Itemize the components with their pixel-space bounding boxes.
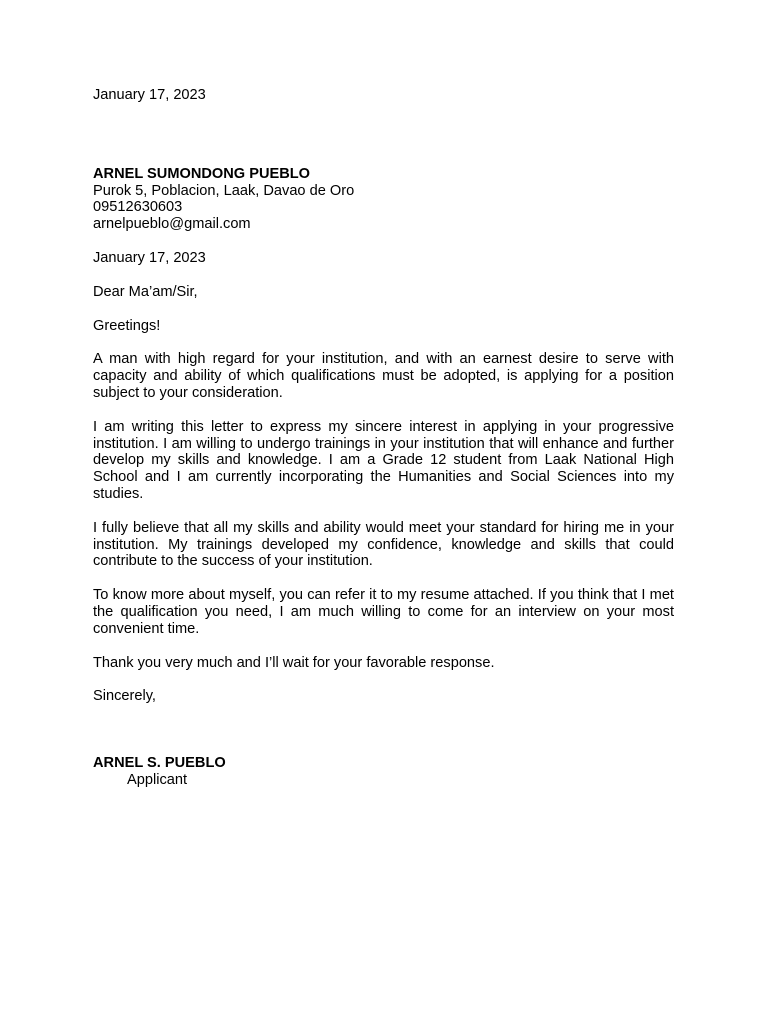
top-date: January 17, 2023 <box>93 87 206 103</box>
letter-page <box>93 87 674 789</box>
closing: Sincerely, <box>93 688 156 705</box>
body-paragraph-4: To know more about myself, you can refer it to my resume attached. If you think that I met the qualification you need, I am much willing to come for an interview on your most convenient time. <box>93 587 674 637</box>
greeting: Greetings! <box>93 317 161 334</box>
sender-address: Purok 5, Poblacion, Laak, Davao de Oro <box>93 182 355 199</box>
sender-block <box>93 166 674 233</box>
body-paragraph-2: I am writing this letter to express my sincere interest in applying in your progressive institution. I am willing to undergo trainings in your institution that will enhance and further develop my skills and knowledge. I am a Grade 12 student from Laak National High School and I am currently incorporating the Humanities and Social Sciences into my studies. <box>93 418 674 502</box>
signature-name: ARNEL S. PUEBLO <box>93 755 226 772</box>
signature-title: Applicant <box>127 771 188 788</box>
sender-name: ARNEL SUMONDONG PUEBLO <box>93 165 311 182</box>
salutation: Dear Ma’am/Sir, <box>93 283 198 300</box>
body-paragraph-1: A man with high regard for your institution, and with an earnest desire to serve with capacity and ability of which qualifications must be adopted, is applying for a position subject to your consideration. <box>93 351 674 401</box>
letter-date: January 17, 2023 <box>93 249 206 266</box>
sender-email: arnelpueblo@gmail.com <box>93 216 251 233</box>
signature-block <box>93 755 674 789</box>
body-paragraph-5: Thank you very much and I’ll wait for your favorable response. <box>93 654 495 671</box>
sender-phone: 09512630603 <box>93 199 183 216</box>
body-paragraph-3: I fully believe that all my skills and ability would meet your standard for hiring me in your institution. My trainings developed my confidence, knowledge and skills that could contribute to the success of your institution. <box>93 519 674 570</box>
